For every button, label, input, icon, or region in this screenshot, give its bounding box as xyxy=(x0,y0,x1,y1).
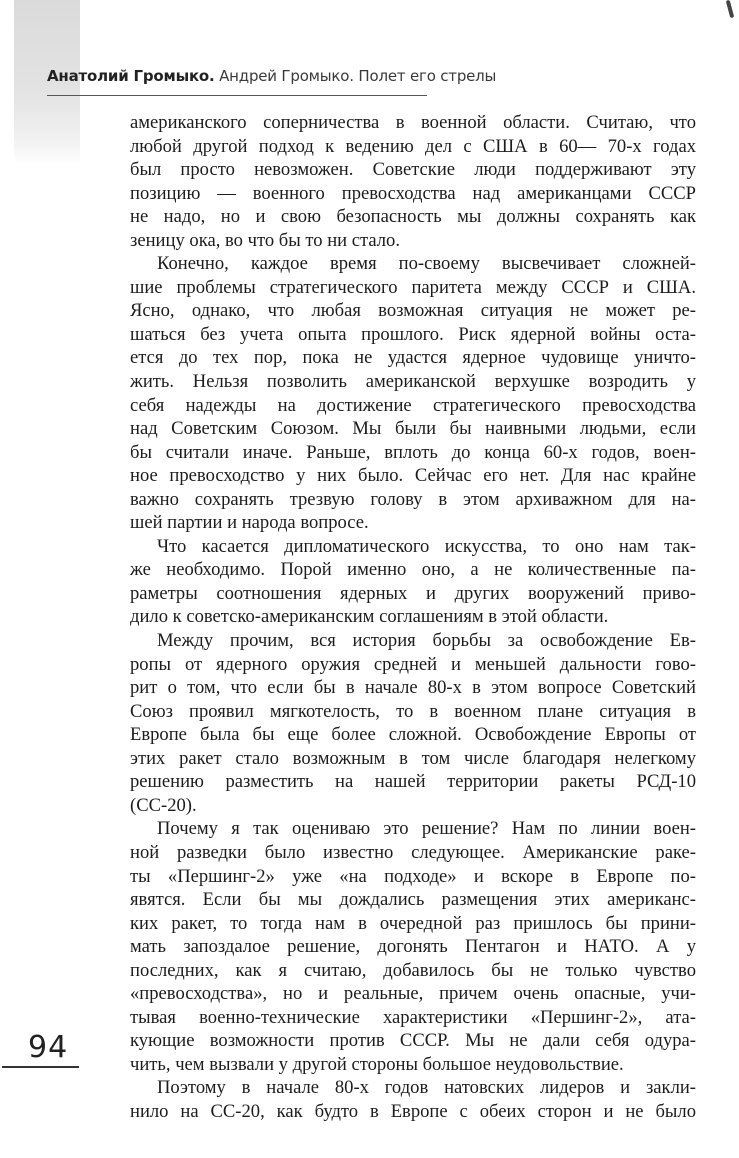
text-line: бы считали иначе. Раньше, вплоть до конца 60-х годов, воен- xyxy=(130,441,696,463)
running-head xyxy=(47,67,497,85)
text-line: Что касается дипломатического искусства, то оно нам так- xyxy=(157,535,696,557)
text-line: рит о том, что если бы в начале 80-х в этом вопросе Советский xyxy=(130,677,696,699)
text-line: чить, чем вызвали у другой стороны большое неудовольствие. xyxy=(130,1053,624,1075)
text-line: шие проблемы стратегического паритета между СССР и США. xyxy=(130,276,696,298)
text-line: тывая военно-технические характеристики «Першинг-2», ата- xyxy=(130,1006,696,1028)
text-line: любой другой подход к ведению дел с США в 60— 70-х годах xyxy=(130,135,696,157)
text-line: кующие возможности против СССР. Мы не дали себя одура- xyxy=(130,1030,696,1052)
text-line: Между прочим, вся история борьбы за освобождение Ев- xyxy=(157,630,696,652)
text-line: не надо, но и свою безопасность мы должны сохранять как xyxy=(130,206,696,228)
text-line: ких ракет, то тогда нам в очередной раз пришлось бы прини- xyxy=(130,912,696,934)
text-line: этих ракет стало возможным в том числе благодаря нелегкому xyxy=(130,747,696,769)
text-line: (СС-20). xyxy=(130,794,197,816)
text-line: американского соперничества в военной области. Считаю, что xyxy=(130,112,696,133)
text-line: Почему я так оцениваю это решение? Нам по линии воен- xyxy=(157,818,696,840)
header-rule xyxy=(47,95,427,96)
text-line: ное превосходство у них было. Сейчас его нет. Для нас крайне xyxy=(130,465,696,487)
text-line: шаться без учета опыта прошлого. Риск ядерной войны оста- xyxy=(130,323,696,345)
text-line: Поэтому в начале 80-х годов натовских лидеров и закли- xyxy=(157,1077,696,1099)
text-line: нило на СС-20, как будто в Европе с обеих сторон и не было xyxy=(130,1100,696,1122)
text-line: же необходимо. Порой именно оно, а не количественные па- xyxy=(130,559,696,581)
text-line: Конечно, каждое время по-своему высвечивает сложней- xyxy=(157,253,696,275)
text-line: себя надежды на достижение стратегического превосходства xyxy=(130,394,696,416)
text-line: Союз проявил мягкотелость, то в военном плане ситуация в xyxy=(130,700,696,722)
text-line: дило к советско-американским соглашениям в этой области. xyxy=(130,606,609,628)
text-line: ропы от ядерного оружия средней и меньшей дальности гово- xyxy=(130,653,696,675)
text-line: шей партии и народа вопросе. xyxy=(130,512,369,534)
text-line: Европе была бы еще более сложной. Освобождение Европы от xyxy=(130,724,696,746)
text-line: позицию — военного превосходства над американцами СССР xyxy=(130,182,696,204)
text-line: ты «Першинг-2» уже «на подходе» и вскоре в Европе по- xyxy=(130,865,696,887)
text-line: над Советским Союзом. Мы были бы наивными людьми, если xyxy=(130,418,696,440)
text-line: последних, как я считаю, добавилось бы не только чувство xyxy=(130,959,696,981)
text-line: жить. Нельзя позволить американской верхушке возродить у xyxy=(130,371,696,393)
text-line: важно сохранять трезвую голову в этом архиважном для на- xyxy=(130,488,696,510)
text-line: был просто невозможен. Советские люди поддерживают эту xyxy=(130,159,696,181)
text-line: зеницу ока, во что бы то ни стало. xyxy=(130,229,400,251)
running-head-title: Андрей Громыко. Полет его стрелы xyxy=(214,67,497,85)
page-number: 94 xyxy=(28,1030,69,1065)
text-line: явятся. Если бы мы дождались размещения этих американс- xyxy=(130,889,696,911)
scan-edge-mark xyxy=(726,0,735,18)
text-line: мать запоздалое решение, догонять Пентагон и НАТО. А у xyxy=(130,936,696,958)
text-line: раметры соотношения ядерных и других вооружений приво- xyxy=(130,582,696,604)
running-head-author: Анатолий Громыко. xyxy=(47,67,215,85)
text-line: решению разместить на нашей территории ракеты РСД-10 xyxy=(130,771,696,793)
text-line: ется до тех пор, пока не удастся ядерное чудовище уничто- xyxy=(130,347,696,369)
text-line: «превосходства», но и реальные, причем очень опасные, учи- xyxy=(130,983,696,1005)
page-number-rule xyxy=(2,1066,79,1068)
text-line: ной разведки было известно следующее. Американские раке- xyxy=(130,841,696,863)
body-text xyxy=(130,111,696,1124)
text-line: Ясно, однако, что любая возможная ситуация не может ре- xyxy=(130,300,696,322)
